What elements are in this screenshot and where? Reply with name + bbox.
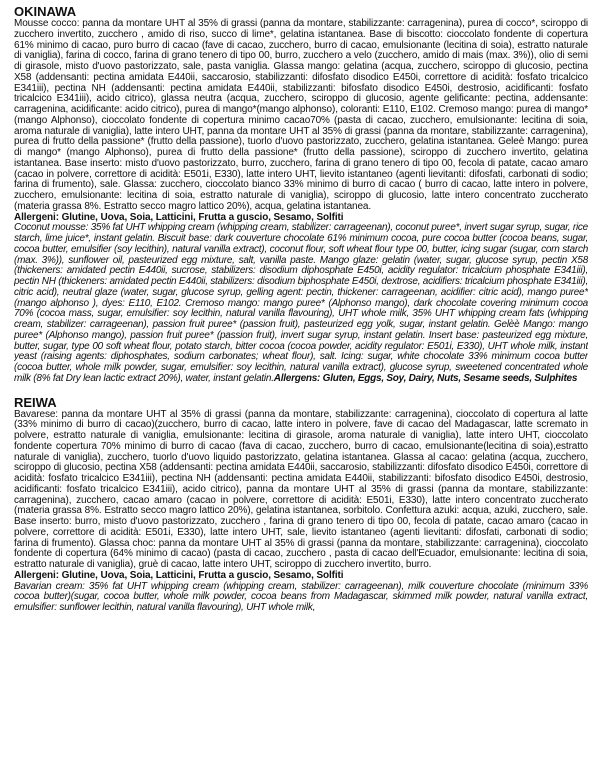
allergens-english: Allergens: Gluten, Eggs, Soy, Dairy, Nuts, Sesame seeds, Sulphites	[273, 372, 578, 384]
okinawa-section	[14, 4, 588, 385]
product-title: OKINAWA	[14, 4, 77, 19]
allergens-italian: Allergeni: Glutine, Uova, Soia, Latticini, Frutta a guscio, Sesamo, Solfiti	[14, 569, 344, 581]
ingredients-english	[14, 223, 588, 384]
ingredients-english: Bavarian cream: 35% fat UHT whipping cream (whipping cream, stabilizer: carrageenan), milk couverture chocolate (minimum 33% cocoa butter)(sugar, cocoa butter, whole milk powder, cocoa beans from Madagascar, skimmed milk powder, natural vanilla extract, emulsifier: sunflower lecithin, natural vanilla flavouring), UHT whole milk,	[14, 580, 588, 613]
allergens-italian: Allergeni: Glutine, Uova, Soia, Latticini, Frutta a guscio, Sesamo, Solfiti	[14, 211, 344, 223]
product-title: REIWA	[14, 394, 57, 410]
reiwa-section	[14, 395, 588, 614]
section-divider	[14, 385, 588, 395]
document-page	[14, 4, 588, 758]
ingredients-italian: Bavarese: panna da montare UHT al 35% di grassi (panna da montare, stabilizzante: carragenina), cioccolato di copertura al latte (33% minimo di burro di cacao)(zucchero, burro di cacao, latte intero in polvere, fave di cacao del Madagascar, latte scremato in polvere, estratto naturale di vaniglia, emulsionante: lecitina di girasole, aroma naturale di vaniglia), latte intero UHT, cioccolato fondente copertura 70% minimo di burro di cacao (fava di cacao, zucchero, burro di cacao, emulsionante(lecitina di soia),estratto naturale di vaniglia), zucchero, tuorlo d'uovo liquido pastorizzato, gelatina istantanea. Glassa al cacao: gelatina (acqua, zucchero, sciroppo di glucosio, pectina X58 (addensanti: pectina amidata E440ii, saccarosio, stabilizzanti: difosfato disodico E450i, correttore di acidità: fosfato tricalcico E341iii), pectina NH (addensanti: pectina amidata E440ii, stabilizzanti: bifosfato disodico E450i, destrosio, acidificanti: fosfato tricalcico E341iii), acido citrico), panna da montare UHT al 35% di grassi (panna da montare, stabilizzante: carragenina), zucchero, cacao amaro (cacao in polvere, correttore di acidità: E501i, E330), latte intero concentrato zuccherato (materia grassa 8%. Estratto secco magro lattico 20%), gelatina istantanea, sorbitolo. Confettura azuki: acqua, azuki, zucchero, sale. Base inserto: burro, misto d'uovo pastorizzato, zucchero , farina di grano tenero di tipo 00, fecola di patate, cacao amaro (cacao in polvere, correttore di acidità: E501i, E330), latte intero UHT, sale, lievito istantaneo (agenti lievitanti: difosfati, carbonati di sodio; farina di frumento). Glassa choc: panna da montare UHT al 35% di grassi (panna da montare, stabilizzante: carragenina), cioccolato fondente di copertura (64% minimo di cacao) (pasta di cacao, zucchero , pasta di cacao dell'Ecuador, emulsionante: lecitina di soia, estratto naturale di vaniglia), gruè di cacao, latte intero UHT, sciroppo di zucchero invertito, burro.	[14, 408, 588, 570]
ingredients-english-text: Coconut mousse: 35% fat UHT whipping cream (whipping cream, stabilizer: carrageenan), coconut puree*, invert sugar syrup, sugar, rice starch, lime juice*, instant gelatin. Biscuit base: dark couverture chocolate 61% minimum cocoa, pure cocoa butter (cocoa beans, sugar, cocoa butter, emulsifier (soy lecithin), natural vanilla extract), coconut flour, soft wheat flour type 00, butter, icing sugar (sugar, corn starch (max. 3%)), sunflower oil, pasteurized egg mixture, salt, vanilla paste. Mango glaze: gelatin (water, sugar, glucose syrup, pectin X58 (thickeners: amidated pectin E440ii, sucrose, stabilizers: disodium diphosphate E450i, acidity regulator: tricalcium phosphate E341iii), pectin NH (thickeners: amidated pectin E440ii, stabilizers: disodium biphosphate E450i, dextrose, acidifiers: tricalcium phosphate E341iii), citric acid), neutral glaze (water, sugar, glucose syrup, gelling agent: pectin, thickener: carrageenan, acidifier: citric acid), mango puree* (mango alphonso ), dyes: E110, E102. Cremoso mango: mango puree* (Alphonso mango), dark chocolate covering minimum cocoa 70% (cocoa mass, sugar, emulsifier: soy lecithin, natural vanilla flavouring), UHT whole milk, 35% UHT whipping cream fats (whipping cream, stabilizer: carrageenan), passion fruit puree* (passion fruit), pasteurized egg yolk, sugar, instant gelatin. Gelèè Mango: mango puree* (Alphonso mango), passion fruit puree* (passion fruit), invert sugar syrup, instant gelatin. Insert base: pasteurized egg mixture, butter, sugar, type 00 soft wheat flour, potato starch, bitter cocoa (cocoa powder, acidity regulator: E501i, E330), UHT whole milk, instant yeast (raising agents: diphosphates, sodium carbonates; wheat flour), salt. Icing: sugar, white chocolate 33% minimum cocoa butter (cocoa butter, whole milk powder, sugar, emulsifier: soy lecithin, natural vanilla extract), glucose syrup, sweetened concentrated whole milk (8% fat Dry lean lactic extract 20%), water, instant gelatin.	[14, 222, 588, 384]
ingredients-italian: Mousse cocco: panna da montare UHT al 35% di grassi (panna da montare, stabilizzante: carragenina), purea di cocco*, sciroppo di zucchero invertito, zucchero , amido di riso, succo di lime*, gelatina istantanea. Base di biscotto: cioccolato fondente di copertura 61% minimo di cacao, puro burro di cacao (fave di cacao, zucchero, burro di cacao, emulsionante (lecitina di soia), estratto naturale di vaniglia), farina di cocco, farina di grano tenero di tipo 00, burro, zucchero a velo (zucchero, amido di mais (max. 3%)), olio di semi di girasole, misto d'uovo pastorizzato, sale, pasta vaniglia. Glassa mango: gelatina (acqua, zucchero, sciroppo di glucosio, pectina X58 (addensanti: pectina amidata E440ii, saccarosio, stabilizzanti: difosfato disodico E450i, correttore di acidità: fosfato tricalcico E341iii), pectina NH (addensanti: pectina amidata E440ii, stabilizzanti: bifosfato disodico E450i, destrosio, acidificanti: fosfato tricalcico E341iii), acido citrico), glassa neutra (acqua, zucchero, sciroppo di glucosio, agente gelificante: pectina, addensante: carragenina, acidificante: acido citrico), purea di mango*(mango alphonso), coloranti: E110, E102. Cremoso mango: purea di mango* (mango Alphonso), cioccolato fondente di copertura minimo cacao70% (pasta di cacao, zucchero, emulsionante: lecitina di soia, aroma naturale di vaniglia), latte intero UHT, panna da montare UHT al 35% di grassi (panna da montare, stabilizzante: carragenina), purea di frutto della passione* (frutto della passione), tuorlo d'uovo pastorizzato, zucchero, gelatina istantanea. Geleè Mango: purea di mango* (mango Alphonso), purea di frutto della passione* (frutto della passione), sciroppo di zucchero invertito, gelatina istantanea. Base inserto: misto d'uovo pastorizzato, burro, zucchero, farina di grano tenero di tipo 00, fecola di patate, cacao amaro (cacao in polvere, correttore di acidità: E501i, E330), latte intero UHT, lievito istantaneo (agenti lievitanti: difosfati, carbonati di sodio; farina di frumento), sale. Glassa: zucchero, cioccolato bianco 33% minimo di burro di cacao ( burro di cacao, latte intero in polvere, zucchero, emulsionante: lecitina di soia, estratto naturale di vaniglia), sciroppo di glucosio, latte intero concentrato zuccherato (materia grassa 8%. Estratto secco magro lattico 20%), acqua, gelatina istantanea.	[14, 18, 588, 212]
